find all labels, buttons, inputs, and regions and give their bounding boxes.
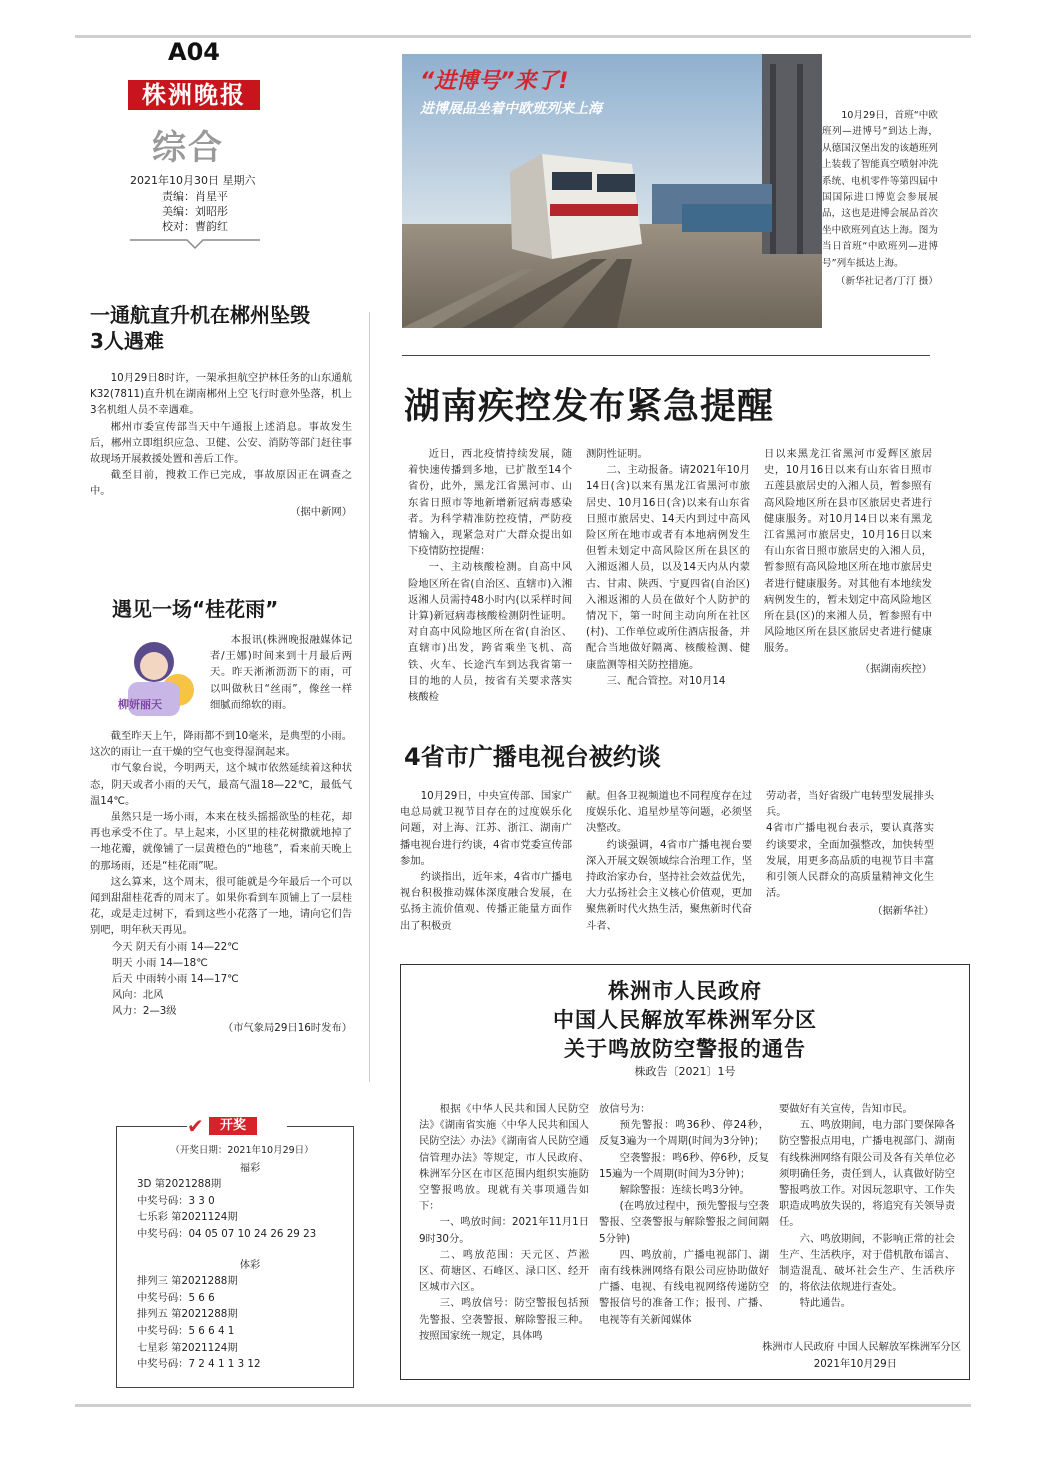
paragraph: 一、鸣放时间：2021年11月1日9时30分。 — [419, 1216, 589, 1245]
credit-editor: 责编：肖星平 — [162, 190, 228, 203]
credit-proofreader: 校对：曹韵红 — [162, 220, 228, 233]
paragraph: 测阴性证明。 — [586, 448, 648, 460]
lottery-ticai-line: 中奖号码：5 6 6 — [137, 1291, 215, 1304]
column-divider — [369, 312, 370, 1082]
paragraph: 要做好有关宣传，告知市民。 — [779, 1103, 913, 1115]
paragraph: 四、鸣放前，广播电视部门、湖南有线株洲网络有限公司应协助做好广播、电视、有线电视网络传递防空警报信号的准备工作；报刊、广播、电视等有关新闻媒体 — [599, 1248, 769, 1326]
photo-divider — [402, 355, 930, 356]
paragraph: 10月29日，中央宣传部、国家广电总局就卫视节目存在的过度娱乐化问题，对上海、江苏、浙江、湖南广播电视台进行约谈，4省市党委宣传部参加。 — [400, 790, 572, 867]
photo-caption — [822, 108, 938, 290]
lottery-ticai-line: 七星彩 第2021124期 — [137, 1341, 238, 1354]
lottery-fucai-line: 中奖号码：3 3 0 — [137, 1194, 215, 1207]
forecast-today: 今天 阴天有小雨 14—22℃ — [112, 940, 239, 953]
story-helicopter-body — [90, 370, 352, 500]
paragraph: 约谈强调，4省市广播电视台要深入开展文娱领域综合治理工作，坚持政治家办台，坚持社会效益优先，大力弘扬社会主义核心价值观，更加聚焦新时代火热生活，聚焦新时代奋斗者、 — [586, 838, 752, 932]
forecast-day-after: 后天 中雨转小雨 14—17℃ — [112, 973, 239, 986]
photo-overlay-subtitle: 进博展品坐着中欧班列来上海 — [420, 101, 602, 117]
lottery-ticai-label: 体彩 — [239, 1258, 261, 1271]
paragraph: 空袭警报：鸣6秒、停6秒，反复15遍为一个周期(时间为3分钟)； — [599, 1151, 769, 1180]
checkmark-icon: ✔ — [187, 1114, 204, 1138]
story-cdc-col1 — [408, 446, 572, 705]
weather-forecast — [90, 939, 352, 1020]
lottery-fucai-line: 七乐彩 第2021124期 — [137, 1211, 238, 1224]
paragraph: 根据《中华人民共和国人民防空法》《湖南省实施〈中华人民共和国人民防空法〉办法》《湖南省人民防空通信管理办法》等规定，市人民政府、株洲军分区在市区范围内组织实施防空警报鸣放。现就有关事项通告如下： — [419, 1103, 589, 1213]
story-osmanthus — [90, 596, 352, 1036]
story-helicopter — [90, 302, 352, 520]
paragraph: 日以来黑龙江省黑河市爱辉区旅居史，10月16日以来有山东省日照市五莲县旅居史的入湘人员，暂参照有高风险地区所在县市区旅居史者进行健康服务。对10月14日以来有黑龙江省黑河市旅居史，10月16日以来有山东省日照市旅居史的入湘人员，暂参照有高风险地区所在地市旅居史者进行健康服务。对其他有本地续发病例发生的，暂未划定中高风险地区所在县(区)的来湘人员，暂参照有中风险地区所在县区旅居史者进行健康服务。 — [764, 448, 932, 655]
story-broadcast-col2 — [586, 788, 752, 934]
story-helicopter-title-line1: 一通航直升机在郴州坠毁 — [90, 303, 310, 327]
lottery-date: （开奖日期：2021年10月29日） — [170, 1145, 314, 1156]
story-osmanthus-source: （市气象局29日16时发布） — [222, 1021, 352, 1034]
photo-credit: （新华社记者/丁汀 摄） — [835, 276, 938, 288]
paragraph: 这么算来，这个周末，很可能就是今年最后一个可以闻到甜甜桂花香的周末了。如果你看到车顶铺上了一层桂花，或是走过树下，看到这些小花落了一地，请向它们告别吧，明年秋天再见。 — [90, 875, 352, 937]
lottery-header — [187, 1115, 287, 1137]
paragraph: 一、主动核酸检测。自高中风险地区所在省(自治区、直辖市)入湘返湘人员需持48小时内(以采样时间计算)新冠病毒核酸检测阴性证明。对自高中风险地区所在省(自治区、直辖市)出发，跨省乘坐飞机、高铁、火车、长途汽车到达我省第一目的地的人员，按省有关要求落实核酸检 — [408, 561, 572, 704]
story-cdc-source: （据湖南疾控） — [859, 662, 932, 675]
story-osmanthus-body — [90, 728, 352, 939]
section-title: 综合 — [152, 128, 224, 168]
paragraph: 三、配合管控。对10月14 — [606, 674, 726, 687]
story-osmanthus-title: 遇见一场“桂花雨” — [112, 597, 279, 621]
paragraph: 约谈指出，近年来，4省市广播电视台积极推动媒体深度融合发展，在弘扬主流价值观、传播正能量方面作出了积极贡 — [400, 871, 572, 932]
story-helicopter-source: （据中新网） — [290, 505, 352, 518]
paragraph: 本报讯(株洲晚报融媒体记者/王娜)时间来到十月最后两天。昨天淅淅沥沥下的雨，可以叫做秋日“丝雨”，像丝一样细腻而绵软的雨。 — [210, 634, 352, 711]
lottery-fucai-line: 3D 第2021288期 — [137, 1178, 222, 1191]
notice-title-line2: 中国人民解放军株洲军分区 — [553, 1008, 817, 1032]
lottery-ticai-line: 中奖号码：5 6 6 4 1 — [137, 1324, 235, 1337]
paragraph: 放信号为： — [599, 1103, 651, 1115]
story-broadcast-title: 4省市广播电视台被约谈 — [404, 743, 661, 771]
notice-title-line3: 关于鸣放防空警报的通告 — [564, 1037, 806, 1061]
avatar-label: 柳妍丽天 — [118, 698, 162, 711]
chevron-down-icon — [130, 236, 260, 250]
lottery-fucai-line: 中奖号码：04 05 07 10 24 26 29 23 — [137, 1227, 317, 1240]
paragraph: 10月29日8时许，一架承担航空护林任务的山东通航K32(7811)直升机在湖南郴州上空飞行时意外坠落，机上3名机组人员不幸遇难。 — [90, 372, 352, 417]
paragraph: 三、鸣放信号：防空警报包括预先警报、空袭警报、解除警报三种。按照国家统一规定，具体鸣 — [419, 1297, 589, 1342]
notice-col1 — [419, 1101, 589, 1344]
logo: 株洲晚报 — [128, 80, 260, 110]
photo-overlay-title: “进博号”来了! — [420, 69, 569, 94]
forecast-wind-direction: 风向：北风 — [112, 989, 164, 1002]
avatar — [114, 632, 202, 724]
notice-doc-number: 株政告〔2021〕1号 — [634, 1065, 736, 1078]
paragraph: 解除警报：连续长鸣3分钟。 — [619, 1184, 750, 1197]
paragraph: 献。但各卫视频道也不同程度存在过度娱乐化、追星炒星等问题，必须坚决整改。 — [586, 790, 752, 835]
paragraph: 截至昨天上午，降雨都不到10毫米，是典型的小雨。这次的雨让一直干燥的空气也变得湿润起来。 — [90, 730, 352, 759]
story-cdc-title: 湖南疾控发布紧急提醒 — [404, 385, 775, 427]
notice-col2 — [599, 1101, 769, 1328]
paragraph: 截至目前，搜救工作已完成，事故原因正在调查之中。 — [90, 469, 352, 498]
paragraph: 劳动者，当好省级广电转型发展排头兵。 — [766, 790, 934, 819]
paragraph: 近日，西北疫情持续发展，随着快速传播到多地，已扩散至14个省份，此外，黑龙江省黑河市、山东省日照市等地新增新冠病毒感染者。为科学精准防控疫情，严防疫情输入，现紧急对广大群众提出如下疫情防控提醒： — [408, 448, 572, 558]
paragraph: 市气象台说，今明两天，这个城市依然延续着这种状态，阴天或者小雨的天气，最高气温18—22℃，最低气温14℃。 — [90, 762, 352, 807]
story-broadcast-source: （据新华社） — [872, 905, 934, 918]
story-broadcast-col1 — [400, 788, 572, 934]
air-raid-notice — [400, 964, 970, 1380]
train-photo-illustration — [402, 54, 822, 328]
lottery-ticai-line: 排列五 第2021288期 — [137, 1308, 238, 1321]
paragraph: (在鸣放过程中，预先警报与空袭警报、空袭警报与解除警报之间间隔5分钟) — [599, 1200, 769, 1245]
paragraph: 六、鸣放期间，不影响正常的社会生产、生活秩序，对于借机散布谣言、制造混乱、破坏社会生产、生活秩序的，将依法依规进行查处。 — [779, 1232, 955, 1294]
lottery-header-label: 开奖 — [209, 1117, 257, 1135]
page-number: A04 — [168, 38, 220, 66]
story-broadcast-col3 — [766, 788, 934, 919]
paragraph: 二、主动报备。请2021年10月14日(含)以来有黑龙江省黑河市旅居史、10月16日(含)以来有山东省日照市旅居史、14天内到过中高风险区所在地市或者有本地病例发生但暂未划定中高风险区所在县区的入湘返湘人员，以及14天内从内蒙古、甘肃、陕西、宁夏四省(自治区)入湘返湘的人员在做好个人防护的情况下，第一时间主动向所在社区(村)、工作单位或所住酒店报备，并配合当地做好隔离、核酸检测、健康监测等相关防控措施。 — [586, 464, 750, 671]
news-photo — [402, 54, 822, 328]
notice-col3 — [779, 1101, 955, 1312]
notice-signature: 株洲市人民政府 中国人民解放军株洲军分区 — [762, 1340, 961, 1353]
notice-sign-date: 2021年10月29日 — [813, 1357, 897, 1370]
paragraph: 虽然只是一场小雨，本来在枝头摇摇欲坠的桂花，却再也承受不住了。早上起来，小区里的桂花树撒就地掉了一地花瓣，就像铺了一层黄橙色的“地毯”，看来前天晚上的那场雨，还是“桂花雨”呢。 — [90, 811, 352, 872]
lottery-box — [116, 1114, 354, 1388]
paragraph: 五、鸣放期间，电力部门要保障各防空警报点用电，广播电视部门、湖南有线株洲网络有限公司及各有关单位必须明确任务，责任到人，认真做好防空警报鸣放工作。对因玩忽职守、工作失职造成鸣放失误的，将追究有关领导责任。 — [779, 1119, 955, 1229]
lottery-ticai-line: 中奖号码：7 2 4 1 1 3 12 — [137, 1358, 261, 1371]
issue-date: 2021年10月30日 星期六 — [130, 174, 256, 187]
bottom-rule — [75, 1404, 971, 1407]
photo-caption-text: 10月29日，首班“中欧班列—进博号”到达上海，从德国汉堡出发的该趟班列上装载了智能真空喷射冲洗系统、电机零件等第四届中国国际进口博览会参展展品，这也是进博会展品首次坐中欧班列直达上海。图为当日首班“中欧班列—进博号”列车抵达上海。 — [822, 110, 938, 269]
masthead — [120, 36, 270, 256]
notice-title-line1: 株洲市人民政府 — [608, 979, 762, 1003]
story-helicopter-title-line2: 3人遇难 — [90, 329, 164, 353]
paragraph: 郴州市委宣传部当天中午通报上述消息。事故发生后，郴州立即组织应急、卫健、公安、消防等部门赶往事故现场开展救援处置和善后工作。 — [90, 420, 352, 466]
story-cdc-col3 — [764, 446, 932, 677]
forecast-tomorrow: 明天 小雨 14—18℃ — [112, 956, 208, 969]
paragraph: 4省市广播电视台表示，要认真落实约谈要求，全面加强整改，加快转型发展，用更多高品质的电视节目丰富和引领人民群众的高质量精神文化生活。 — [766, 822, 934, 900]
lottery-ticai-line: 排列三 第2021288期 — [137, 1275, 238, 1288]
forecast-wind-force: 风力：2—3级 — [112, 1005, 177, 1018]
story-cdc-col2 — [586, 446, 750, 689]
credit-designer: 美编：刘昭彤 — [162, 205, 228, 218]
lottery-fucai-label: 福彩 — [239, 1161, 261, 1174]
paragraph: 特此通告。 — [799, 1297, 852, 1310]
paragraph: 二、鸣放范围：天元区、芦淞区、荷塘区、石峰区、渌口区、经开区城市六区。 — [419, 1248, 589, 1294]
paragraph: 预先警报：鸣36秒、停24秒，反复3遍为一个周期(时间为3分钟)； — [599, 1119, 769, 1148]
